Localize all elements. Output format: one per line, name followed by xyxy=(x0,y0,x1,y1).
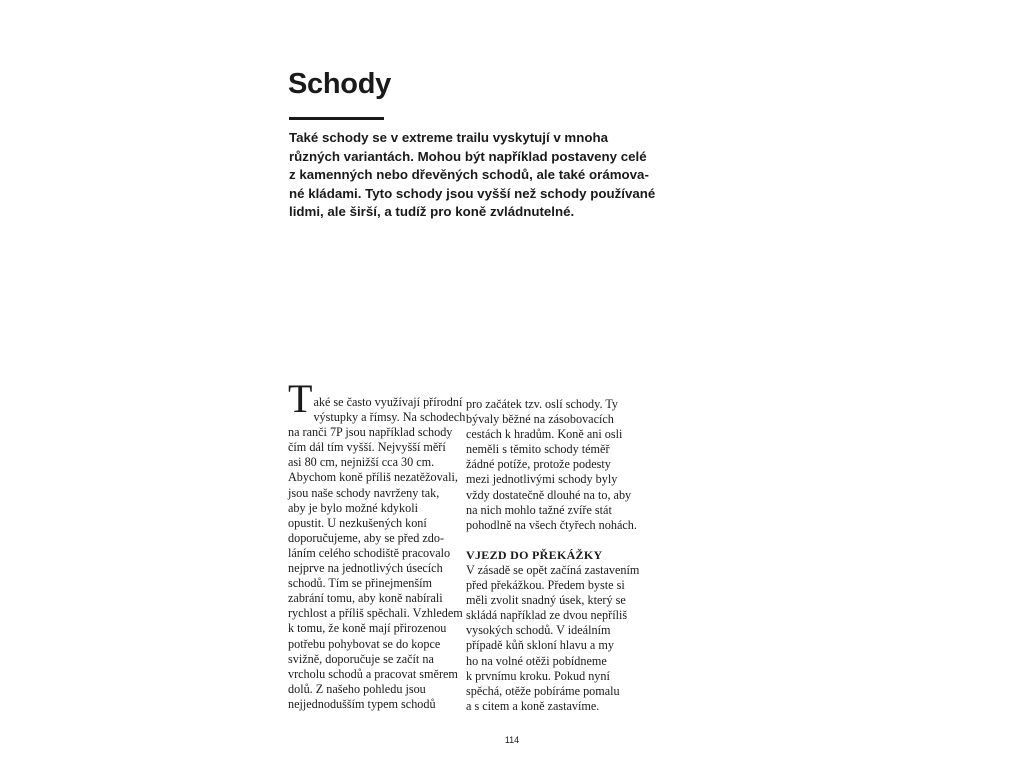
page-title: Schody xyxy=(288,68,391,100)
body-line: k tomu, že koně mají přirozenou xyxy=(288,621,447,636)
body-line: vrcholu schodů a pracovat směrem xyxy=(288,666,458,681)
body-column-left xyxy=(288,376,466,712)
lead-paragraph xyxy=(289,129,656,222)
body-line: před překážkou. Předem byste si xyxy=(466,578,625,593)
lead-line: z kamenných nebo dřevěných schodů, ale také orámova- xyxy=(289,167,649,183)
body-line: případě kůň skloní hlavu a my xyxy=(466,638,614,653)
body-line: vždy dostatečně dlouhé na to, aby xyxy=(466,487,632,502)
body-line: láním celého schodiště pracovalo xyxy=(288,545,451,560)
body-line: V zásadě se opět začíná zastavením xyxy=(466,562,640,577)
body-line: jsou naše schody navrženy tak, xyxy=(288,485,440,500)
lead-line: Také schody se v extreme trailu vyskytují v mnoha xyxy=(289,130,609,145)
body-line: spěchá, otěže pobíráme pomalu xyxy=(466,683,620,698)
lead-line: lidmi, ale širší, a tudíž pro koně zvládnutelné. xyxy=(289,204,575,220)
body-column-right xyxy=(466,397,641,714)
body-line: nejprve na jednotlivých úsecích xyxy=(288,561,443,576)
body-line-text: aké se často využívají přírodní xyxy=(313,395,463,409)
body-line: ho na volné otěži pobídneme xyxy=(466,653,607,668)
body-line: rychlost a příliš spěchali. Vzhledem xyxy=(288,606,463,621)
body-line: skládá například ze dvou nepříliš xyxy=(466,608,628,623)
body-line: pro začátek tzv. oslí schody. Ty xyxy=(466,397,619,411)
body-line xyxy=(288,380,463,410)
page-number: 114 xyxy=(504,735,520,745)
body-line: čím dál tím vyšší. Nejvyšší měří xyxy=(288,440,446,455)
body-line: vysokých schodů. V ideálním xyxy=(466,623,611,638)
body-line: nejjednodušším typem schodů xyxy=(288,696,436,711)
body-line: schodů. Tím se přinejmenším xyxy=(288,576,432,591)
body-line: na nich mohlo tažné zvíře stát xyxy=(466,502,612,517)
title-underline xyxy=(289,117,384,120)
body-line: na ranči 7P jsou například schody xyxy=(288,425,453,440)
body-line: doporučujeme, aby se před zdo- xyxy=(288,530,445,545)
body-line: neměli s těmito schody téměř xyxy=(466,442,610,457)
body-line: zabrání tomu, aby koně nabírali xyxy=(288,591,443,606)
body-line: opustit. U nezkušených koní xyxy=(288,515,427,530)
body-line: svižně, doporučuje se začít na xyxy=(288,651,434,666)
body-line: aby je bylo možné kdykoli xyxy=(288,500,418,515)
body-line: mezi jednotlivými schody byly xyxy=(466,472,618,487)
body-line: žádné potíže, protože podesty xyxy=(466,457,611,472)
lead-line: různých variantách. Mohou být například postaveny celé xyxy=(289,148,647,164)
body-line: výstupky a římsy. Na schodech xyxy=(313,410,466,425)
lead-line: né kládami. Tyto schody jsou vyšší než schody používané xyxy=(289,185,656,201)
body-line: k prvnímu kroku. Pokud nyní xyxy=(466,668,610,683)
body-line: měli zvolit snadný úsek, který se xyxy=(466,593,626,608)
body-line: cestách k hradům. Koně ani osli xyxy=(466,427,623,442)
body-line: potřebu pohybovat se do kopce xyxy=(288,636,441,651)
body-line: bývaly běžné na zásobovacích xyxy=(466,412,614,427)
body-line: dolů. Z našeho pohledu jsou xyxy=(288,681,426,696)
drop-cap: T xyxy=(288,376,313,421)
body-line: asi 80 cm, nejnižší cca 30 cm. xyxy=(288,455,435,470)
body-line: pohodlně na všech čtyřech nohách. xyxy=(466,517,637,532)
body-line: a s citem a koně zastavíme. xyxy=(466,698,600,713)
section-subheading: VJEZD DO PŘEKÁŽKY xyxy=(466,547,603,562)
body-line: Abychom koně příliš nezatěžovali, xyxy=(288,470,458,485)
